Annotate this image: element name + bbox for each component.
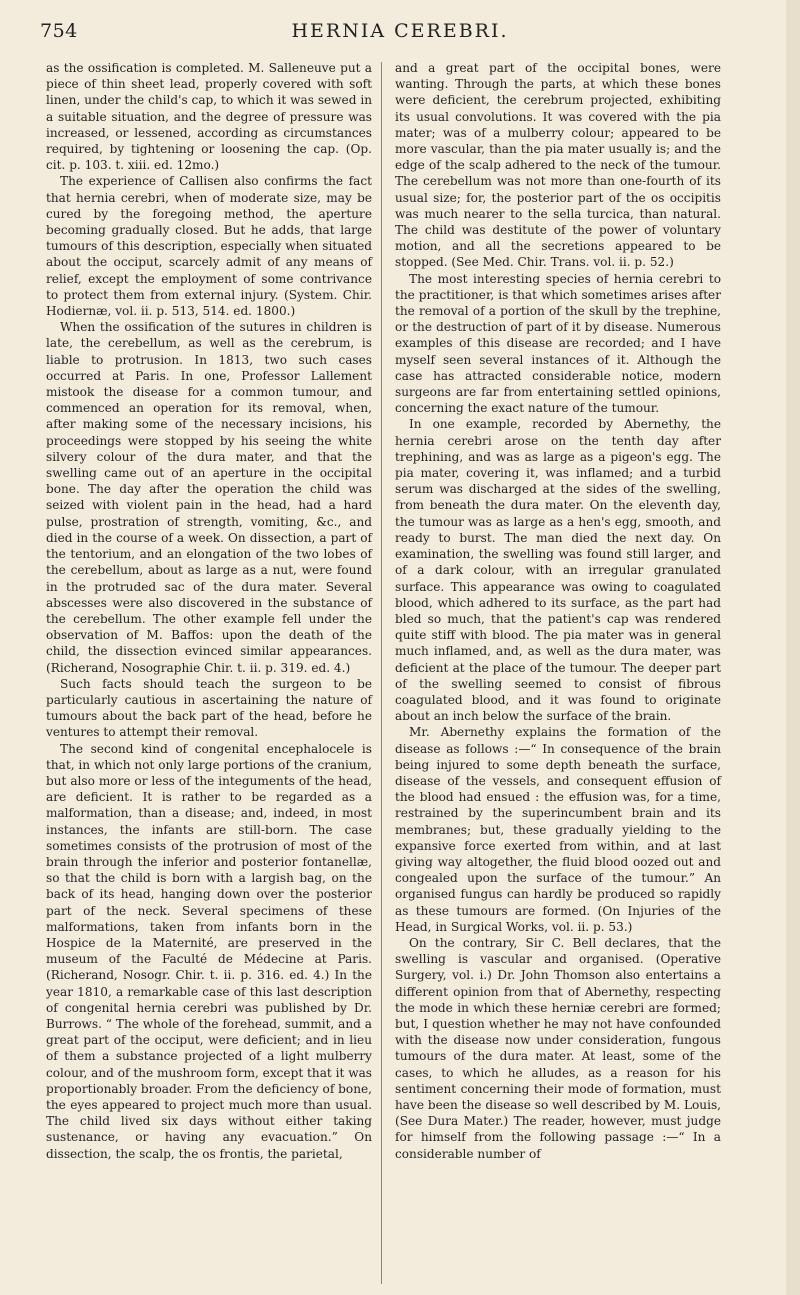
left-column [46, 60, 372, 1162]
paragraph: When the ossification of the sutures in children is late, the cerebellum, as well as the cerebrum, is liable to protrusion. In 1813, two such cases occurred at Paris. In one, Professor Lallement mistook the disease for a common tumour, and commenced an operation for its removal, when, after making some of the necessary incisions, his proceedings were stopped by his seeing the white silvery colour of the dura mater, and that the swelling came out of an aperture in the occipital bone. The day after the operation the child was seized with violent pain in the head, had a hard pulse, prostration of strength, vomiting, &c., and died in the course of a week. On dissection, a part of the tentorium, and an elongation of the two lobes of the cerebellum, about as large as a nut, were found in the protruded sac of the dura mater. Several abscesses were also discovered in the substance of the cerebellum. The other example fell under the observation of M. Baffos: upon the death of the child, the dissection evinced similar appearances. (Richerand, Nosographie Chir. t. ii. p. 319. ed. 4.) [46, 320, 372, 675]
paragraph: Mr. Abernethy explains the formation of the disease as follows :—“ In consequence of the brain being injured to some depth beneath the surface, disease of the vessels, and consequent effusion of the blood had ensued : the effusion was, for a time, restrained by the superincumbent brain and its membranes; but, these gradually yielding to the expansive force exerted from within, and at last giving way altogether, the fluid blood oozed out and congealed upon the surface of the tumour.” An organised fungus can hardly be produced so rapidly as these tumours are formed. (On Injuries of the Head, in Surgical Works, vol. ii. p. 53.) [395, 725, 721, 934]
paragraph: In one example, recorded by Abernethy, the hernia cerebri arose on the tenth day after trephining, and was as large as a pigeon's egg. The pia mater, covering it, was inflamed; and a turbid serum was discharged at the sides of the swelling, from beneath the dura mater. On the eleventh day, the tumour was as large as a hen's egg, smooth, and ready to burst. The man died the next day. On examination, the swelling was found still larger, and of a dark colour, with an irregular granulated surface. This appearance was owing to coagulated blood, which adhered to its surface, as the part had bled so much, that the patient's cap was rendered quite stiff with blood. The pia mater was in general much inflamed, and, as well as the dura mater, was deficient at the place of the tumour. The deeper part of the swelling seemed to consist of fibrous coagulated blood, and it was found to originate about an inch below the surface of the brain. [395, 417, 721, 724]
paragraph: as the ossification is completed. M. Salleneuve put a piece of thin sheet lead, properly covered with soft linen, under the child's cap, to which it was sewed in a suitable situation, and the degree of pressure was increased, or lessened, according as circumstances required, by tightening or loosening the cap. (Op. cit. p. 103. t. xiii. ed. 12mo.) [46, 61, 372, 173]
page-number: 754 [40, 20, 78, 42]
paragraph: On the contrary, Sir C. Bell declares, that the swelling is vascular and organised. (Operative Surgery, vol. i.) Dr. John Thomson also entertains a different opinion from that of Abernethy, respecting the mode in which these herniæ cerebri are formed; but, I question whether he may not have confounded with the disease now under consideration, fungous tumours of the dura mater. At least, some of the cases, to which he alludes, as a reason for his sentiment concerning their mode of formation, must have been the disease so well described by M. Louis, (See Dura Mater.) The reader, however, must judge for himself from the following passage :—“ In a considerable number of [395, 935, 721, 1161]
paragraph: The second kind of congenital encephalocele is that, in which not only large portions of the cranium, but also more or less of the integuments of the head, are deficient. It is rather to be regarded as a malformation, than a disease; and, indeed, in most instances, the infants are still-born. The case sometimes consists of the protrusion of most of the brain through the inferior and posterior fontanellæ, so that the child is born with a largish bag, on the back of its head, hanging down over the posterior part of the neck. Several specimens of these malformations, taken from infants born in the Hospice de la Maternité, are preserved in the museum of the Faculté de Médecine at Paris. (Richerand, Nosogr. Chir. t. ii. p. 316. ed. 4.) In the year 1810, a remarkable case of this last description of congenital hernia cerebri was published by Dr. Burrows. “ The whole of the forehead, summit, and a great part of the occiput, were deficient; and in lieu of them a substance projected of a light mulberry colour, and of the mushroom form, except that it was proportionably broader. From the deficiency of bone, the eyes appeared to project much more than usual. The child lived six days without either taking sustenance, or having any evacuation.” On dissection, the scalp, the os frontis, the parietal, [46, 741, 372, 1161]
right-column [395, 60, 721, 1162]
paragraph: and a great part of the occipital bones, were wanting. Through the parts, at which these bones were deficient, the cerebrum projected, exhibiting its usual convolutions. It was covered with the pia mater; was of a mulberry colour; appeared to be more vascular, than the pia mater usually is; and the edge of the scalp adhered to the neck of the tumour. The cerebellum was not more than one-fourth of its usual size; for, the posterior part of the os occipitis was much nearer to the sella turcica, than natural. The child was destitute of the power of voluntary motion, and all the secretions appeared to be stopped. (See Med. Chir. Trans. vol. ii. p. 52.) [395, 61, 721, 270]
paragraph: The experience of Callisen also confirms the fact that hernia cerebri, when of moderate size, may be cured by the foregoing method, the aperture becoming gradually closed. But he adds, that large tumours of this description, especially when situated about the occiput, scarcely admit of any means of relief, except the employment of some contrivance to protect them from external injury. (System. Chir. Hodiernæ, vol. ii. p. 513, 514. ed. 1800.) [46, 174, 372, 319]
page-header [40, 20, 760, 50]
paragraph: The most interesting species of hernia cerebri to the practitioner, is that which sometimes arises after the removal of a portion of the skull by the trephine, or the destruction of part of it by disease. Numerous examples of this disease are recorded; and I have myself seen several instances of it. Although the case has attracted considerable notice, modern surgeons are far from entertaining settled opinions, concerning the exact nature of the tumour. [395, 271, 721, 416]
column-divider [381, 62, 382, 1284]
running-title: HERNIA CEREBRI. [291, 20, 509, 42]
page-edge [786, 0, 800, 1295]
paragraph: Such facts should teach the surgeon to be particularly cautious in ascertaining the nature of tumours about the back part of the head, before he ventures to attempt their removal. [46, 676, 372, 740]
